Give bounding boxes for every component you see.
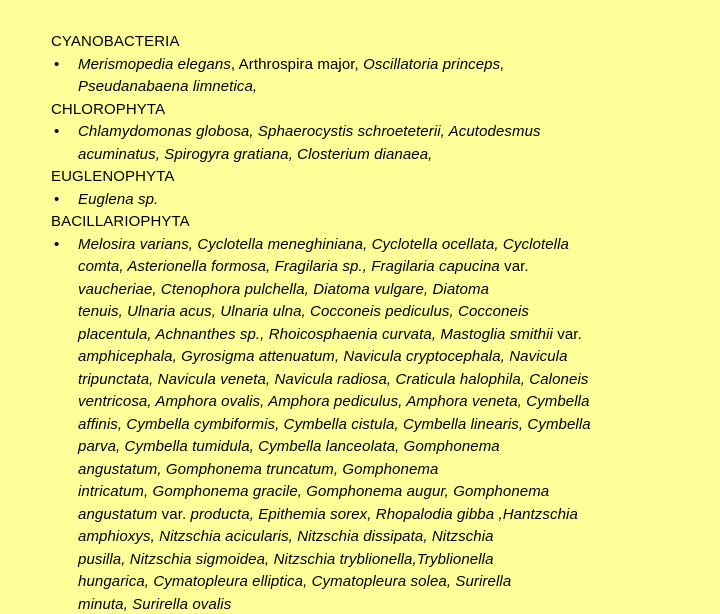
species-line (78, 258, 529, 276)
species-line (78, 123, 541, 141)
species-line (78, 528, 494, 546)
species-text: vaucheriae, Ctenophora pulchella, Diatoma vulgare, Diatoma (78, 280, 490, 298)
species-text: Melosira varians, Cyclotella meneghiniana, Cyclotella ocellata, Cyclotella (78, 235, 569, 253)
species-text: amphioxys, Nitzschia acicularis, Nitzschia dissipata, Nitzschia (78, 528, 494, 545)
species-text: affinis, Cymbella cymbiformis, Cymbella cistula, Cymbella linearis, Cymbella (78, 415, 591, 433)
species-line (78, 236, 569, 254)
species-line (78, 393, 590, 411)
species-line (78, 326, 582, 344)
species-line (78, 146, 432, 164)
species-line (78, 56, 505, 74)
species-text: intricatum, Gomphonema gracile, Gomphonema augur, Gomphonema (78, 483, 550, 500)
section-heading: EUGLENOPHYTA (51, 168, 175, 185)
species-line (78, 461, 438, 479)
section-heading: CHLOROPHYTA (51, 100, 166, 118)
species-line (78, 573, 511, 591)
species-text: var. (557, 325, 582, 343)
species-line (78, 281, 489, 299)
section-heading: CYANOBACTERIA (51, 33, 180, 50)
species-line (78, 371, 588, 389)
species-text: var. (504, 258, 529, 275)
species-line (78, 348, 568, 366)
species-text: Chlamydomonas globosa, Sphaerocystis schroeteterii, Acutodesmus (78, 123, 541, 140)
species-text: pusilla, Nitzschia sigmoidea, Nitzschia tryblionella,Tryblionella (78, 550, 494, 568)
species-line (78, 438, 500, 456)
bullet-marker: • (54, 190, 60, 208)
species-text: Oscillatoria princeps, (363, 55, 505, 73)
species-text: placentula, Achnanthes sp., Rhoicosphaenia curvata, Mastoglia smithii (78, 325, 558, 343)
species-text: Euglena sp. (78, 190, 159, 208)
species-line (78, 483, 549, 501)
species-line (78, 303, 529, 321)
species-text: angustatum, Gomphonema truncatum, Gomphonema (78, 460, 439, 478)
species-text: amphicephala, Gyrosigma attenuatum, Navicula cryptocephala, Navicula (78, 348, 568, 365)
species-line (78, 416, 591, 434)
species-text: parva, Cymbella tumidula, Cymbella lanceolata, Gomphonema (78, 438, 500, 455)
species-line (78, 596, 231, 614)
species-text: minuta, Surirella ovalis (78, 595, 232, 613)
species-text: Merismopedia elegans (78, 55, 231, 73)
species-line (78, 551, 494, 569)
species-text: producta, Epithemia sorex, Rhopalodia gibba ,Hantzschia (190, 505, 578, 523)
species-text: comta, Asterionella formosa, Fragilaria sp., Fragilaria capucina (78, 258, 505, 275)
species-text: var. (161, 505, 191, 523)
species-line (78, 506, 578, 524)
species-text: acuminatus, Spirogyra gratiana, Closterium dianaea, (78, 145, 433, 163)
bullet-marker: • (54, 123, 60, 140)
species-text: , Arthrospira major, (230, 55, 364, 73)
species-line (78, 78, 257, 96)
species-text: ventricosa, Amphora ovalis, Amphora pediculus, Amphora veneta, Cymbella (78, 393, 590, 410)
section-heading: BACILLARIOPHYTA (51, 213, 190, 230)
species-text: angustatum (78, 505, 162, 523)
species-text: tripunctata, Navicula veneta, Navicula radiosa, Craticula halophila, Caloneis (78, 370, 589, 388)
bullet-marker: • (54, 55, 60, 73)
bullet-marker: • (54, 235, 60, 253)
species-line (78, 191, 158, 209)
species-text: tenuis, Ulnaria acus, Ulnaria ulna, Cocconeis pediculus, Cocconeis (78, 303, 529, 320)
species-text: Pseudanabaena limnetica, (78, 78, 258, 95)
species-text: hungarica, Cymatopleura elliptica, Cymatopleura solea, Surirella (78, 573, 512, 590)
